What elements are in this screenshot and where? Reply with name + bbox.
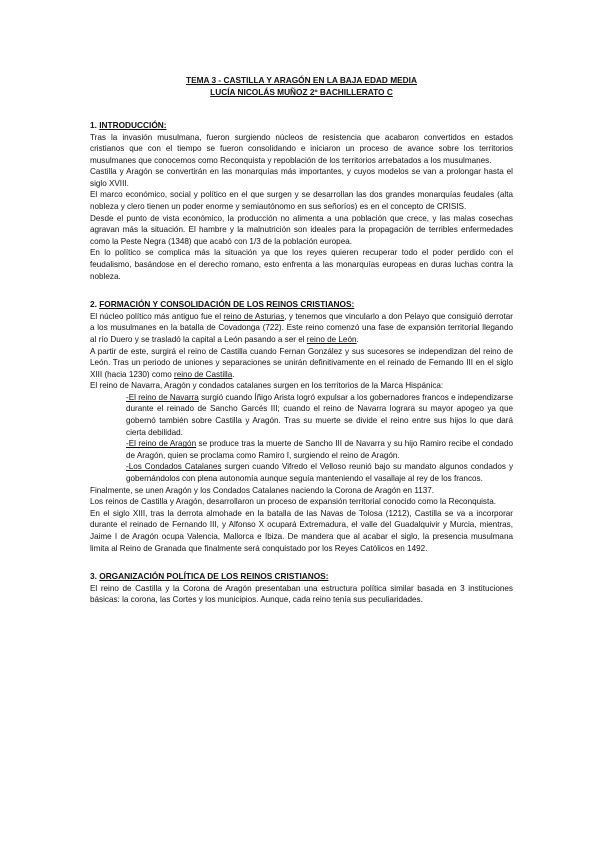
section-introduccion [90, 120, 513, 282]
paragraph: Castilla y Aragón se convertirán en las monarquías más importantes, y cuyos modelos se van a prolongar hasta el siglo XVIII. [90, 167, 513, 188]
underlined-term: reino de Castilla [174, 369, 233, 379]
underlined-term: -El reino de Navarra [126, 392, 199, 402]
text-run: El núcleo político más antiguo fue el [90, 311, 224, 321]
list-item-navarra [90, 392, 513, 438]
paragraph: En lo político se complica más la situación ya que los reyes quieren recuperar todo el poder perdido con el feudalismo, basándose en el derecho romano, esto enfrenta a las monarquías europeas en duras luchas contra la nobleza. [90, 248, 513, 281]
underlined-term: reino de León [306, 334, 357, 344]
underlined-term: reino de Asturias [223, 311, 285, 321]
paragraph: Finalmente, se unen Aragón y los Condados Catalanes naciendo la Corona de Aragón en 1137. [90, 485, 435, 495]
section-number: 2. [90, 299, 97, 310]
paragraph: Tras la invasión musulmana, fueron surgiendo núcleos de resistencia que acabaron convertidos en estados cristianos que con el tiempo se fueron consolidando e iniciaron un proceso de avance sobre los territorios musulmanes que conocemos como Reconquista y repoblación de los territorios arrebatados a los musulmanes. [90, 132, 513, 165]
section-heading [90, 120, 513, 132]
text-run: surgió cuando Íñigo Arista logró expulsar a los gobernadores francos e independizarse durante el reinado de Sancho Garcés III; cuando el reino de Navarra lograra su mayor apogeo ya que gobernó también sobre Castilla y Aragón. Tras su muerte se divide el reino entre sus hijos lo que dará cierta debilidad. [126, 392, 513, 437]
underlined-term: -Los Condados Catalanes [126, 462, 222, 472]
section-number: 3. [90, 571, 97, 582]
paragraph [90, 311, 513, 346]
underlined-term: -El reino de Aragón [126, 439, 197, 449]
paragraph: Los reinos de Castilla y Aragón, desarrollaron un proceso de expansión territorial conocido como la Reconquista. [90, 497, 497, 507]
section-title: INTRODUCCIÓN: [99, 120, 167, 130]
paragraph: El marco económico, social y político en el que surgen y se desarrollan las dos grandes monarquías feudales (alta nobleza y clero tienen un poder enorme y semiautónomo en sus señoríos) es en el concepto de CRISIS. [90, 190, 513, 212]
section-heading [90, 571, 513, 583]
text-run: se produce tras la muerte de Sancho III de Navarra y su hijo Ramiro recibe el condado de Aragón, quien se proclama como Ramiro I, surgiendo el reino de Aragón. [126, 439, 513, 460]
paragraph: El reino de Navarra, Aragón y condados catalanes surgen en los territorios de la Marca Hispánica: [90, 381, 444, 391]
text-run: . [232, 369, 235, 379]
paragraph: El reino de Castilla y la Corona de Aragón presentaban una estructura política similar basada en 3 instituciones básicas: la corona, las Cortes y los municipios. Aunque, cada reino tenía sus peculiaridades. [90, 583, 513, 605]
section-number: 1. [90, 120, 97, 130]
paragraph [90, 346, 513, 381]
section-title: ORGANIZACIÓN POLÍTICA DE LOS REINOS CRISTIANOS: [99, 571, 329, 582]
document-title: TEMA 3 - CASTILLA Y ARAGÓN EN LA BAJA EDAD MEDIA [186, 75, 417, 85]
section-title: FORMACIÓN Y CONSOLIDACIÓN DE LOS REINOS CRISTIANOS: [99, 299, 355, 310]
text-run: , y tenemos que vincularlo a don Pelayo que consiguió derrotar a los musulmanes en la batalla de Covadonga (722). Este reino comenzó una fase de expansión territorial llegando al río Duero y se trasladó la capital a León pasando a ser el [90, 311, 513, 344]
text-run: A partir de este, surgirá el reino de Castilla cuando Fernan González y sus sucesores se independizan del reino de León. Tras un periodo de uniones y separaciones se unirán definitivamente en el reinado de Fernando III en el siglo XIII (hacia 1230) como [90, 346, 513, 379]
paragraph: Desde el punto de vista económico, la producción no alimenta a una población que crece, y las malas cosechas agravan más la situación. El hambre y la malnutrición son ideales para la propagación de terribles enfermedades como la Peste Negra (1348) que acabó con 1/3 de la población europea. [90, 213, 513, 246]
list-item-aragon [90, 438, 513, 461]
text-run: . [356, 334, 359, 344]
list-item-condados [90, 461, 513, 484]
text-run: surgen cuando Vifredo el Velloso reunió bajo su mandato algunos condados y gobernándolos con plena autonomía aunque seguía manteniendo el vasallaje al rey de los francos. [126, 462, 514, 484]
section-organizacion [90, 571, 513, 606]
document-author: LUCÍA NICOLÁS MUÑOZ 2º BACHILLERATO C [210, 87, 393, 97]
section-formacion [90, 299, 513, 554]
section-heading [90, 299, 513, 311]
paragraph: En el siglo XIII, tras la derrota almohade en la batalla de las Navas de Tolosa (1212), Castilla se va a incorporar durante el reinado de Fernando III, y Alfonso X ocupará Extremadura, el valle del Guadalquivir y Murcia, mientras, Jaime I de Aragón ocupa Valencia, Mallorca e Ibiza. De mandera que al acabar el siglo, la presencia musulmana limita al Reino de Granada que finalmente será conquistado por los Reyes Católicos en 1492. [90, 508, 513, 553]
document-header [90, 74, 513, 98]
